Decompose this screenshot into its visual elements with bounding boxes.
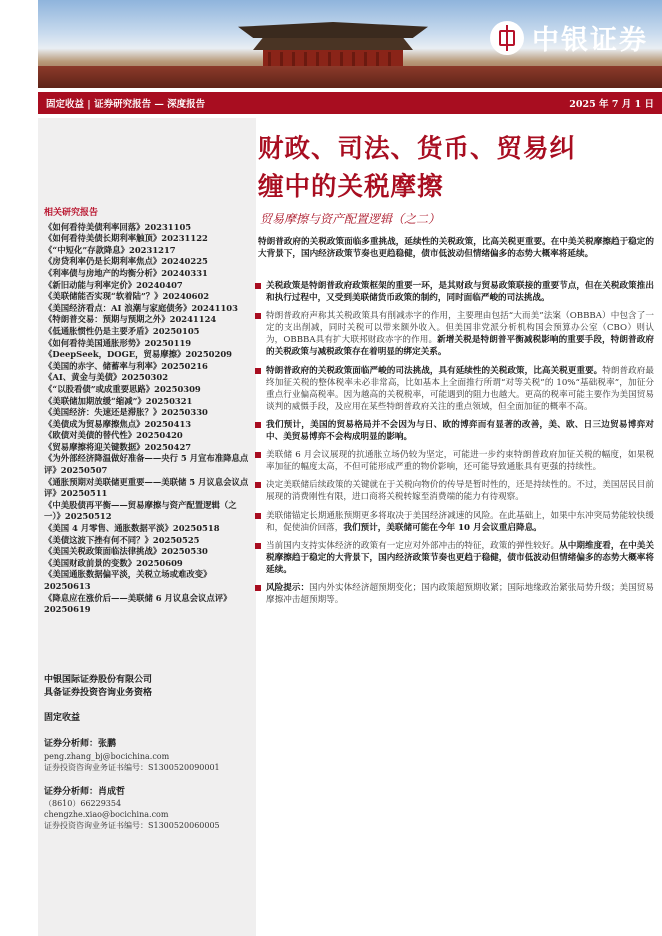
key-point bbox=[254, 510, 654, 534]
analyst-2-phone: （8610）66229354 bbox=[44, 799, 122, 809]
related-report-item: 《美国 4 月零售、通胀数据平淡》20250518 bbox=[44, 523, 220, 534]
related-report-item: 《美国财政前景的变数》20250609 bbox=[44, 557, 183, 568]
related-report-item: 《美债成为贸易摩擦焦点》20250413 bbox=[44, 418, 192, 429]
related-report-item: 《“以股看债”或成重要思路》20250309 bbox=[44, 383, 201, 394]
key-point-pre: 美联储锚定长期通胀预期更多将取决于美国经济减速的风险。在此基础上，如果中东冲突局势能较快缓和，促使油价回落， bbox=[266, 510, 654, 533]
key-point bbox=[254, 449, 654, 473]
key-point bbox=[254, 280, 654, 304]
key-point-bold: 风险提示： bbox=[266, 582, 310, 593]
related-report-item: 《如何看待美债利率回落》20231105 bbox=[44, 221, 192, 232]
key-point-normal: 特朗普政府最终加征关税的整体税率未必非常高，比如基本上全面推行所谓“对等关税”的 10%“基础税率”，加征分重点行业偏高税率。因为越高的关税税率，可能遇到的阻力也越大。更高的税率可能主要作为美国贸易谈判的威慑手段，及应用在某些特朗普政府关注的重点领域，但全面加征的概率不高。 bbox=[266, 365, 654, 412]
palace-roof bbox=[238, 22, 428, 38]
category-bar bbox=[38, 92, 662, 114]
key-point-pre: 特朗普政府声称其关税政策具有削减赤字的作用，主要理由包括“大而美”法案（OBBBA）中包含了一定的支出削减，同时关税可以带来额外收入。但美国非党派分析机构国会预算办公室（CBO）则认为，OBBBA具有扩大联邦财政赤字的作用。 bbox=[266, 311, 654, 346]
org-qualification: 具备证券投资咨询业务资格 bbox=[44, 688, 153, 698]
bullet-square-icon bbox=[255, 513, 261, 519]
report-title bbox=[258, 130, 648, 206]
bullet-square-icon bbox=[255, 422, 261, 428]
related-report-item: 《低通胀惯性仍是主要矛盾》20250105 bbox=[44, 325, 200, 336]
related-report-item: 《美国关税政策面临法律挑战》20250530 bbox=[44, 546, 208, 557]
related-report-item: 《美联储加期放缓“缩减”》20250321 bbox=[44, 395, 193, 406]
related-list bbox=[44, 222, 250, 616]
company-logo bbox=[490, 18, 648, 57]
related-report-item: 《新旧动能与利率定价》20240407 bbox=[44, 279, 183, 290]
key-points bbox=[254, 280, 654, 612]
related-report-item: 《美联储能否实现“软着陆”？》20240602 bbox=[44, 291, 210, 302]
related-report-item: 《降息应在涨价后——美联储 6 月议息会议点评》20250619 bbox=[44, 592, 232, 615]
title-line-1: 财政、司法、货币、贸易纠 bbox=[258, 134, 577, 164]
related-report-item: 《美国经济：失速还是滞胀？》20250330 bbox=[44, 407, 208, 418]
related-report-item: 《如何看待美国通胀形势》20250119 bbox=[44, 337, 192, 348]
related-report-item: 《美国经济看点：AI 浪潮与家庭债务》20241103 bbox=[44, 302, 238, 313]
org-info bbox=[44, 674, 220, 831]
key-point bbox=[254, 310, 654, 358]
sidebar bbox=[38, 118, 256, 936]
key-point-pre: 美联储 6 月会议展现的抗通胀立场仍较为坚定，可能进一步约束特朗普政府加征关税的幅度，如果税率加征的幅度太高，不但可能形成严重的物价影响，还可能导致通胀具有更强的持续性。 bbox=[266, 450, 654, 473]
related-report-item: 《美国的赤字、储蓄率与利率》20250216 bbox=[44, 360, 208, 371]
key-point-pre: 决定美联储后续政策的关键就在于关税向物价的传导是暂时性的，还是持续性的。不过，美国居民目前展现的消费刚性有限，进口商将关税转嫁至消费端的能力有待观察。 bbox=[266, 480, 654, 503]
analyst-1-cert: 证券投资咨询业务证书编号：S1300520090001 bbox=[44, 762, 220, 772]
header-banner bbox=[38, 0, 662, 88]
related-report-item: 《房贷利率仍是长期利率焦点》20240225 bbox=[44, 256, 208, 267]
analyst-1 bbox=[44, 739, 220, 773]
red-wall bbox=[38, 66, 662, 88]
related-report-item: 《“中短化”存款降息》20231217 bbox=[44, 244, 176, 255]
related-report-item: 《为外部经济降温做好准备——央行 5 月宣布准降息点评》20250507 bbox=[44, 453, 249, 476]
logo-text: 中银证券 bbox=[532, 25, 648, 56]
related-report-item: 《AI、黄金与美债》20250302 bbox=[44, 372, 169, 383]
key-point-pre: 当前国内支持实体经济的政策有一定应对外部冲击的特征，政策的弹性较好。 bbox=[266, 540, 560, 551]
key-point-bold: 特朗普政府的关税政策面临严峻的司法挑战，具有延续性的关税政策，比高关税更重要。 bbox=[266, 365, 603, 376]
key-point bbox=[254, 582, 654, 606]
boc-logo-icon bbox=[490, 21, 524, 55]
key-point-bold2: 新增关税是特朗普平衡减税影响的重要手段，特朗普政府的关税政策与减税政策存在着明显的绑定关系。 bbox=[266, 335, 654, 358]
analyst-2-name: 证券分析师：肖成哲 bbox=[44, 786, 126, 797]
related-report-item: 《中美股债再平衡——贸易摩擦与资产配置逻辑（之一）》20250512 bbox=[44, 499, 237, 522]
related-title: 相关研究报告 bbox=[44, 208, 99, 218]
related-report-item: 《利率债与房地产的均衡分析》20240331 bbox=[44, 267, 208, 278]
bullet-square-icon bbox=[255, 452, 261, 458]
related-report-item: 《DeepSeek，DOGE，贸易摩擦》20250209 bbox=[44, 349, 232, 360]
analyst-1-email: peng.zhang_bj@bocichina.com bbox=[44, 751, 170, 761]
department: 固定收益 bbox=[44, 713, 81, 723]
title-line-2: 缠中的关税摩擦 bbox=[258, 172, 444, 202]
key-point-normal: 国内外实体经济超预期变化；国内政策超预期收紧；国际地缘政治紧张局势升级；美国贸易摩擦冲击超预期等。 bbox=[266, 582, 654, 606]
bullet-square-icon bbox=[255, 313, 261, 319]
related-report-item: 《特朗普交易：预期与预期之外》20241124 bbox=[44, 314, 217, 325]
related-research bbox=[44, 208, 250, 616]
key-point-bold: 关税政策是特朗普政府政策框架的重要一环，是其财政与贸易政策联接的重要节点，但在关税政策推出和执行过程中，又受到美联储货币政策的制约，同时面临严峻的司法挑战。 bbox=[266, 281, 654, 304]
related-report-item: 《美债这波下挫有何不同？》20250525 bbox=[44, 534, 200, 545]
bullet-square-icon bbox=[255, 482, 261, 488]
analyst-2-email: chengzhe.xiao@bocichina.com bbox=[44, 810, 169, 820]
bullet-square-icon bbox=[255, 585, 261, 591]
report-category: 固定收益 | 证券研究报告 — 深度报告 bbox=[46, 99, 206, 110]
analyst-1-name: 证券分析师：张鹏 bbox=[44, 739, 117, 749]
key-point bbox=[254, 419, 654, 443]
key-point bbox=[254, 479, 654, 503]
bullet-square-icon bbox=[255, 368, 261, 374]
related-report-item: 《美国通胀数据偏平淡，关税立场或难改变》20250613 bbox=[44, 569, 212, 591]
report-subtitle: 贸易摩擦与资产配置逻辑（之二） bbox=[260, 212, 441, 226]
analyst-2 bbox=[44, 787, 220, 832]
org-name: 中银国际证券股份有限公司 bbox=[44, 675, 153, 685]
palace-lower-roof bbox=[253, 38, 413, 50]
related-report-item: 《通胀预期对美联储更重要——美联储 5 月议息会议点评》20250511 bbox=[44, 476, 249, 499]
key-point-bold2: 我们预计，美联储可能在今年 10 月会议重启降息。 bbox=[343, 522, 542, 533]
key-point-bold2: 从中期维度看，在中美关税摩擦趋于稳定的大背景下，国内经济政策节奏也更趋于稳健，债市低波动但情绪偏多的态势大概率将延续。 bbox=[266, 540, 654, 575]
analyst-2-cert: 证券投资咨询业务证书编号：S1300520060005 bbox=[44, 821, 220, 831]
related-report-item: 《如何看待美债长期利率触顶》20231122 bbox=[44, 233, 208, 244]
key-point-bold: 我们预计，美国的贸易格局并不会因为与日、欧的博弈而有显著的改善，美、欧、日三边贸易博弈对中、美贸易博弈不会构成明显的影响。 bbox=[266, 419, 654, 443]
key-point bbox=[254, 540, 654, 576]
related-report-item: 《贸易摩擦将迎关键数据》20250427 bbox=[44, 441, 192, 452]
related-report-item: 《欧债对美债的替代性》20250420 bbox=[44, 430, 183, 441]
bullet-square-icon bbox=[255, 543, 261, 549]
lead-summary: 特朗普政府的关税政策面临多重挑战，延续性的关税政策，比高关税更重要。在中美关税摩擦趋于稳定的大背景下，国内经济政策节奏也更趋稳健，债市低波动但情绪偏多的态势大概率将延续。 bbox=[258, 237, 654, 259]
bullet-square-icon bbox=[255, 283, 261, 289]
report-date: 2025 年 7 月 1 日 bbox=[569, 99, 654, 110]
key-point bbox=[254, 365, 654, 413]
